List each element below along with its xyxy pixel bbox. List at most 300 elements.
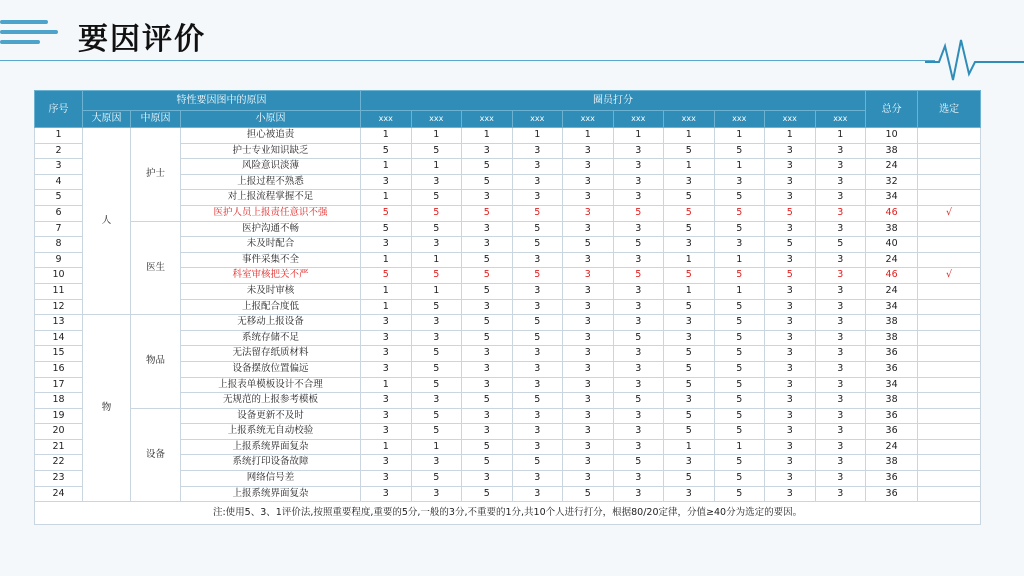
score-cell: 3 (411, 393, 462, 409)
total-score: 36 (866, 346, 918, 362)
total-score: 24 (866, 159, 918, 175)
score-cell: 3 (815, 143, 866, 159)
score-cell: 3 (361, 408, 412, 424)
score-cell: 1 (361, 159, 412, 175)
total-score: 38 (866, 143, 918, 159)
score-cell: 3 (462, 377, 513, 393)
score-cell: 3 (361, 471, 412, 487)
score-cell: 5 (664, 377, 715, 393)
score-cell: 3 (613, 439, 664, 455)
score-cell: 5 (411, 361, 462, 377)
score-cell: 3 (815, 268, 866, 284)
score-cell: 5 (613, 237, 664, 253)
score-cell: 1 (361, 299, 412, 315)
minor-cause: 护士专业知识缺乏 (181, 143, 361, 159)
minor-cause: 风险意识淡薄 (181, 159, 361, 175)
score-cell: 5 (714, 455, 765, 471)
score-cell: 1 (714, 439, 765, 455)
score-cell: 3 (563, 283, 614, 299)
score-cell: 1 (714, 159, 765, 175)
header-cause-group: 特性要因图中的原因 (83, 91, 361, 111)
score-cell: 3 (462, 471, 513, 487)
row-number: 2 (35, 143, 83, 159)
score-cell: 3 (361, 393, 412, 409)
score-cell: 3 (765, 361, 816, 377)
score-cell: 5 (765, 237, 816, 253)
score-cell: 3 (613, 361, 664, 377)
selected-mark (918, 190, 981, 206)
minor-cause: 无规范的上报参考模板 (181, 393, 361, 409)
score-cell: 3 (411, 315, 462, 331)
score-cell: 3 (512, 346, 563, 362)
total-score: 34 (866, 377, 918, 393)
row-number: 8 (35, 237, 83, 253)
score-cell: 3 (462, 190, 513, 206)
score-cell: 3 (512, 143, 563, 159)
score-cell: 5 (664, 205, 715, 221)
total-score: 38 (866, 330, 918, 346)
minor-cause: 上报配合度低 (181, 299, 361, 315)
major-cause: 人 (83, 128, 131, 315)
row-number: 12 (35, 299, 83, 315)
score-cell: 3 (815, 439, 866, 455)
score-cell: 3 (563, 393, 614, 409)
selected-mark (918, 408, 981, 424)
minor-cause: 上报系统界面复杂 (181, 439, 361, 455)
minor-cause: 未及时审核 (181, 283, 361, 299)
score-cell: 3 (815, 361, 866, 377)
title-divider (0, 60, 935, 61)
score-cell: 3 (563, 252, 614, 268)
selected-mark: √ (918, 268, 981, 284)
table-row (35, 408, 981, 424)
minor-cause: 医护人员上报责任意识不强 (181, 205, 361, 221)
score-cell: 3 (462, 143, 513, 159)
score-cell: 5 (411, 143, 462, 159)
score-cell: 3 (714, 237, 765, 253)
score-cell: 3 (765, 299, 816, 315)
score-cell: 3 (563, 299, 614, 315)
score-cell: 5 (462, 174, 513, 190)
score-cell: 5 (714, 221, 765, 237)
score-cell: 3 (613, 190, 664, 206)
row-number: 19 (35, 408, 83, 424)
score-cell: 3 (512, 439, 563, 455)
row-number: 16 (35, 361, 83, 377)
score-cell: 3 (815, 408, 866, 424)
minor-cause: 系统存储不足 (181, 330, 361, 346)
score-cell: 3 (462, 221, 513, 237)
score-cell: 3 (512, 377, 563, 393)
total-score: 24 (866, 283, 918, 299)
score-cell: 5 (664, 361, 715, 377)
header-minor: 小原因 (181, 111, 361, 128)
selected-mark (918, 283, 981, 299)
row-number: 6 (35, 205, 83, 221)
score-cell: 3 (563, 268, 614, 284)
score-cell: 5 (411, 424, 462, 440)
total-score: 46 (866, 268, 918, 284)
score-cell: 3 (765, 346, 816, 362)
minor-cause: 设备更新不及时 (181, 408, 361, 424)
score-cell: 3 (765, 283, 816, 299)
score-cell: 5 (361, 221, 412, 237)
score-cell: 3 (361, 361, 412, 377)
score-cell: 3 (462, 237, 513, 253)
selected-mark (918, 237, 981, 253)
score-cell: 3 (563, 174, 614, 190)
score-cell: 3 (613, 221, 664, 237)
header-middle: 中原因 (131, 111, 181, 128)
total-score: 40 (866, 237, 918, 253)
score-cell: 3 (815, 455, 866, 471)
selected-mark (918, 330, 981, 346)
score-cell: 3 (613, 159, 664, 175)
score-cell: 3 (765, 439, 816, 455)
header-scorer: xxx (563, 111, 614, 128)
table-note: 注:使用5、3、1评价法,按照重要程度,重要的5分,一般的3分,不重要的1分,共10个人进行打分，根据80/20定律，分值≥40分为选定的要因。 (35, 502, 981, 525)
score-cell: 3 (411, 174, 462, 190)
row-number: 4 (35, 174, 83, 190)
row-number: 15 (35, 346, 83, 362)
score-cell: 5 (361, 268, 412, 284)
score-cell: 3 (815, 315, 866, 331)
score-cell: 1 (361, 252, 412, 268)
selected-mark (918, 252, 981, 268)
score-cell: 3 (563, 455, 614, 471)
header-scorer: xxx (613, 111, 664, 128)
score-cell: 3 (512, 299, 563, 315)
score-cell: 5 (512, 330, 563, 346)
score-cell: 3 (765, 174, 816, 190)
score-cell: 5 (714, 299, 765, 315)
score-cell: 3 (613, 315, 664, 331)
minor-cause: 设备摆放位置偏远 (181, 361, 361, 377)
score-cell: 3 (815, 299, 866, 315)
score-cell: 5 (714, 268, 765, 284)
score-cell: 3 (765, 408, 816, 424)
row-number: 1 (35, 128, 83, 144)
score-cell: 5 (714, 486, 765, 502)
title-decoration (0, 20, 60, 54)
row-number: 21 (35, 439, 83, 455)
score-cell: 1 (714, 128, 765, 144)
selected-mark (918, 221, 981, 237)
row-number: 18 (35, 393, 83, 409)
score-cell: 3 (563, 377, 614, 393)
score-cell: 5 (714, 143, 765, 159)
header-scorer: xxx (462, 111, 513, 128)
minor-cause: 未及时配合 (181, 237, 361, 253)
score-cell: 3 (512, 174, 563, 190)
header-scorer: xxx (361, 111, 412, 128)
total-score: 36 (866, 424, 918, 440)
table-row (35, 315, 981, 331)
score-cell: 3 (613, 424, 664, 440)
score-cell: 3 (512, 283, 563, 299)
score-cell: 3 (664, 174, 715, 190)
score-cell: 5 (714, 471, 765, 487)
minor-cause: 科室审核把关不严 (181, 268, 361, 284)
major-cause: 物 (83, 315, 131, 502)
minor-cause: 上报表单模板设计不合理 (181, 377, 361, 393)
score-cell: 3 (361, 330, 412, 346)
score-cell: 3 (563, 346, 614, 362)
header-seq: 序号 (35, 91, 83, 128)
total-score: 10 (866, 128, 918, 144)
score-cell: 1 (361, 190, 412, 206)
score-cell: 3 (563, 330, 614, 346)
row-number: 13 (35, 315, 83, 331)
score-cell: 3 (664, 393, 715, 409)
header-scorer: xxx (411, 111, 462, 128)
score-cell: 3 (815, 159, 866, 175)
score-cell: 5 (765, 268, 816, 284)
score-cell: 3 (815, 205, 866, 221)
score-cell: 3 (815, 471, 866, 487)
score-cell: 3 (563, 439, 614, 455)
row-number: 5 (35, 190, 83, 206)
score-cell: 5 (613, 330, 664, 346)
score-cell: 3 (664, 315, 715, 331)
score-cell: 3 (613, 252, 664, 268)
selected-mark (918, 299, 981, 315)
score-cell: 3 (462, 346, 513, 362)
score-cell: 5 (714, 408, 765, 424)
score-cell: 5 (462, 393, 513, 409)
total-score: 32 (866, 174, 918, 190)
total-score: 34 (866, 299, 918, 315)
score-cell: 5 (613, 268, 664, 284)
row-number: 3 (35, 159, 83, 175)
score-cell: 1 (361, 439, 412, 455)
score-cell: 3 (613, 283, 664, 299)
score-cell: 3 (361, 424, 412, 440)
score-cell: 3 (815, 283, 866, 299)
header-selected: 选定 (918, 91, 981, 128)
score-cell: 1 (512, 128, 563, 144)
score-cell: 3 (462, 361, 513, 377)
total-score: 36 (866, 471, 918, 487)
score-cell: 5 (411, 190, 462, 206)
page-title: 要因评价 (78, 22, 206, 57)
score-cell: 1 (765, 128, 816, 144)
score-cell: 3 (815, 174, 866, 190)
score-cell: 3 (512, 159, 563, 175)
score-cell: 3 (361, 455, 412, 471)
header-scorer: xxx (765, 111, 816, 128)
score-cell: 5 (411, 408, 462, 424)
table-row (35, 128, 981, 144)
minor-cause: 对上报流程掌握不足 (181, 190, 361, 206)
score-cell: 5 (462, 283, 513, 299)
row-number: 20 (35, 424, 83, 440)
score-cell: 5 (664, 221, 715, 237)
score-cell: 5 (664, 268, 715, 284)
selected-mark (918, 346, 981, 362)
score-cell: 3 (765, 252, 816, 268)
score-cell: 5 (361, 143, 412, 159)
score-cell: 5 (462, 205, 513, 221)
score-cell: 5 (613, 205, 664, 221)
score-cell: 3 (563, 190, 614, 206)
header-scorer: xxx (714, 111, 765, 128)
minor-cause: 系统打印设备故障 (181, 455, 361, 471)
score-cell: 3 (815, 190, 866, 206)
score-cell: 5 (462, 486, 513, 502)
score-cell: 5 (563, 486, 614, 502)
middle-cause: 物品 (131, 315, 181, 409)
score-cell: 1 (613, 128, 664, 144)
row-number: 7 (35, 221, 83, 237)
score-cell: 3 (512, 190, 563, 206)
score-cell: 1 (361, 128, 412, 144)
score-cell: 3 (664, 237, 715, 253)
score-cell: 5 (563, 237, 614, 253)
score-cell: 3 (411, 455, 462, 471)
selected-mark (918, 143, 981, 159)
total-score: 34 (866, 190, 918, 206)
score-cell: 3 (563, 424, 614, 440)
minor-cause: 上报系统界面复杂 (181, 486, 361, 502)
score-cell: 1 (563, 128, 614, 144)
score-cell: 5 (664, 424, 715, 440)
minor-cause: 网络信号差 (181, 471, 361, 487)
score-cell: 3 (613, 486, 664, 502)
score-cell: 5 (714, 315, 765, 331)
score-cell: 5 (462, 252, 513, 268)
score-cell: 3 (765, 455, 816, 471)
score-cell: 5 (714, 377, 765, 393)
score-cell: 3 (613, 377, 664, 393)
header-scorers: 圈员打分 (361, 91, 866, 111)
score-cell: 5 (462, 330, 513, 346)
score-cell: 5 (714, 393, 765, 409)
score-cell: 3 (765, 377, 816, 393)
middle-cause: 护士 (131, 128, 181, 222)
score-cell: 3 (563, 205, 614, 221)
score-cell: 3 (664, 486, 715, 502)
score-cell: 3 (411, 330, 462, 346)
score-cell: 3 (765, 330, 816, 346)
score-cell: 5 (664, 408, 715, 424)
score-cell: 1 (411, 128, 462, 144)
score-cell: 5 (411, 299, 462, 315)
score-cell: 5 (512, 237, 563, 253)
minor-cause: 无移动上报设备 (181, 315, 361, 331)
score-cell: 3 (765, 315, 816, 331)
score-cell: 3 (664, 455, 715, 471)
score-cell: 3 (563, 361, 614, 377)
heartbeat-icon (925, 36, 1024, 88)
selected-mark (918, 471, 981, 487)
score-cell: 5 (462, 455, 513, 471)
row-number: 9 (35, 252, 83, 268)
score-cell: 5 (411, 205, 462, 221)
score-cell: 5 (664, 471, 715, 487)
minor-cause: 无法留存纸质材料 (181, 346, 361, 362)
score-cell: 1 (411, 283, 462, 299)
score-cell: 3 (512, 252, 563, 268)
score-cell: 3 (563, 221, 614, 237)
total-score: 36 (866, 361, 918, 377)
selected-mark (918, 315, 981, 331)
row-number: 14 (35, 330, 83, 346)
score-cell: 3 (765, 486, 816, 502)
header-total: 总分 (866, 91, 918, 128)
score-cell: 3 (815, 424, 866, 440)
score-cell: 5 (664, 299, 715, 315)
middle-cause: 设备 (131, 408, 181, 502)
score-cell: 1 (714, 252, 765, 268)
score-cell: 5 (765, 205, 816, 221)
score-cell: 3 (462, 299, 513, 315)
selected-mark: √ (918, 205, 981, 221)
score-cell: 5 (613, 393, 664, 409)
score-cell: 3 (815, 377, 866, 393)
header-scorer: xxx (512, 111, 563, 128)
score-cell: 3 (765, 393, 816, 409)
score-cell: 5 (512, 315, 563, 331)
score-cell: 3 (613, 143, 664, 159)
score-cell: 1 (462, 128, 513, 144)
minor-cause: 担心被追责 (181, 128, 361, 144)
score-cell: 5 (411, 346, 462, 362)
score-cell: 3 (462, 408, 513, 424)
score-cell: 3 (765, 221, 816, 237)
header-major: 大原因 (83, 111, 131, 128)
score-cell: 1 (714, 283, 765, 299)
selected-mark (918, 424, 981, 440)
score-cell: 3 (361, 346, 412, 362)
score-cell: 1 (664, 439, 715, 455)
table-row (35, 221, 981, 237)
total-score: 36 (866, 486, 918, 502)
score-cell: 5 (714, 424, 765, 440)
score-cell: 5 (512, 455, 563, 471)
score-cell: 3 (815, 330, 866, 346)
score-cell: 5 (714, 361, 765, 377)
score-cell: 1 (664, 128, 715, 144)
total-score: 46 (866, 205, 918, 221)
score-cell: 3 (361, 315, 412, 331)
total-score: 24 (866, 252, 918, 268)
minor-cause: 上报过程不熟悉 (181, 174, 361, 190)
total-score: 24 (866, 439, 918, 455)
score-cell: 5 (815, 237, 866, 253)
score-cell: 5 (462, 159, 513, 175)
selected-mark (918, 377, 981, 393)
score-cell: 5 (714, 205, 765, 221)
score-cell: 5 (664, 346, 715, 362)
score-cell: 1 (664, 283, 715, 299)
score-cell: 3 (411, 486, 462, 502)
score-cell: 5 (714, 330, 765, 346)
header-scorer: xxx (815, 111, 866, 128)
selected-mark (918, 128, 981, 144)
minor-cause: 上报系统无自动校验 (181, 424, 361, 440)
selected-mark (918, 486, 981, 502)
selected-mark (918, 159, 981, 175)
row-number: 11 (35, 283, 83, 299)
score-cell: 3 (512, 361, 563, 377)
score-cell: 1 (664, 252, 715, 268)
evaluation-table (34, 90, 981, 525)
score-cell: 3 (512, 486, 563, 502)
score-cell: 5 (411, 268, 462, 284)
score-cell: 3 (361, 174, 412, 190)
row-number: 17 (35, 377, 83, 393)
